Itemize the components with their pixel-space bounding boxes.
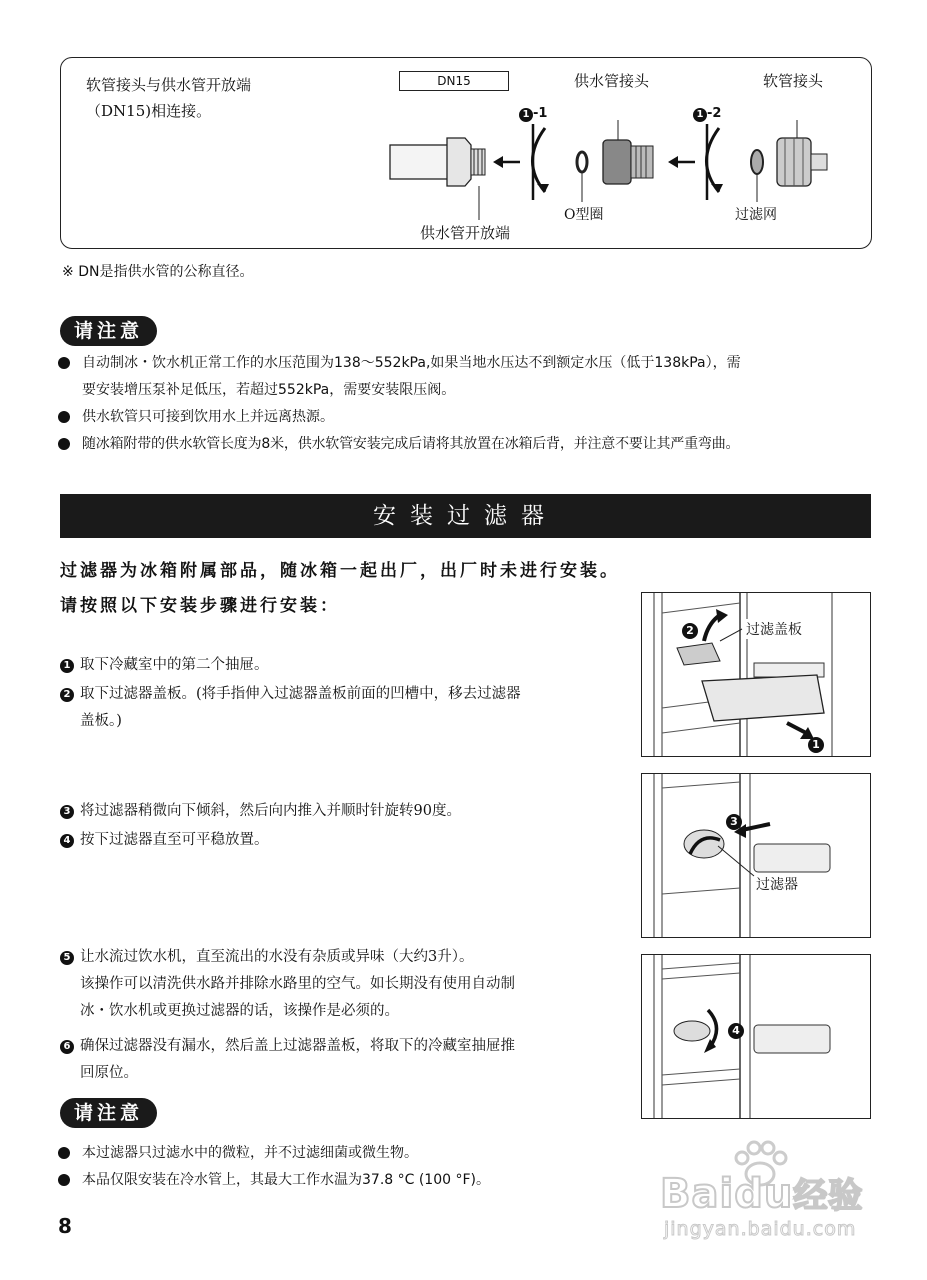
notice-2-item: 本品仅限安装在冷水管上，其最大工作水温为37.8 °C (100 °F)。 [58, 1167, 658, 1194]
step-5: 5 让水流过饮水机，直至流出的水没有杂质或异味（大约3升）。 该操作可以清洗供水路并排除水路里的空气。如长期没有使用自动制 冰・饮水机或更换过滤器的话，该操作是必须的。 [60, 944, 515, 1025]
footnote [62, 261, 253, 281]
step-6: 6 确保过滤器没有漏水，然后盖上过滤器盖板，将取下的冷藏室抽屉推 回原位。 [60, 1033, 515, 1087]
figure-1-drawing [642, 593, 870, 756]
filter-cover-label: 过滤盖板 [746, 619, 802, 639]
notice-2-item: 本过滤器只过滤水中的微粒，并不过滤细菌或微生物。 [58, 1140, 658, 1167]
footnote-text: DN是指供水管的公称直径。 [78, 264, 254, 280]
supply-fitting-part [603, 120, 653, 184]
hose-fitting-part [777, 120, 827, 186]
bullet-dot [58, 357, 70, 369]
figure-3-drawing [642, 955, 870, 1118]
o-ring-part [577, 152, 587, 172]
notice-1-item: 要安装增压泵补足低压，若超过552kPa，需要安装限压阀。 [82, 382, 456, 398]
notice-1-title: 请注意 [60, 316, 157, 346]
step-4-num: 4 [60, 834, 74, 848]
dn-label: DN15 [399, 71, 509, 91]
section-lead-2: 请按照以下安装步骤进行安装： [60, 596, 340, 616]
notice-1-item: 供水软管只可接到饮用水上并远离热源。 [58, 404, 888, 431]
fig3-step4-num: 4 [728, 1023, 744, 1039]
filter-mesh-label: 过滤网 [735, 207, 777, 223]
notice-2-list [58, 1140, 658, 1194]
step-1-num: 1 [60, 659, 74, 673]
fig2-step3-num: 3 [726, 814, 742, 830]
baidu-watermark [660, 1140, 890, 1250]
bullet-dot [58, 438, 70, 450]
step-3: 3 将过滤器稍微向下倾斜，然后向内推入并顺时针旋转90度。 [60, 798, 461, 825]
rotate-arrow-1 [533, 124, 550, 200]
filter-mesh-part [751, 150, 763, 174]
o-ring-label: O型圈 [564, 207, 604, 223]
connect-note-line2: （DN15)相连接。 [86, 102, 212, 120]
step2-num: 1 [693, 108, 707, 122]
notice-1-item: 随冰箱附带的供水软管长度为8米，供水软管安装完成后请将其放置在冰箱后背，并注意不要让其严重弯曲。 [58, 431, 888, 458]
supply-fitting-label: 供水管接头 [574, 72, 650, 90]
rotate-arrow-2 [707, 124, 724, 200]
connect-note [86, 72, 251, 124]
hose-fitting-label: 软管接头 [763, 72, 824, 90]
step2-suffix: -2 [707, 106, 722, 121]
page-number: 8 [58, 1214, 72, 1238]
watermark-url: jingyan.baidu.com [664, 1218, 857, 1240]
figure-insert-filter [641, 773, 871, 938]
watermark-brand: Baidu经验 [660, 1171, 864, 1217]
filter-label: 过滤器 [756, 874, 798, 894]
figure-2-drawing [642, 774, 870, 937]
step-2-num: 2 [60, 688, 74, 702]
fig1-step2-num: 2 [682, 623, 698, 639]
bullet-dot [58, 1147, 70, 1159]
figure-remove-drawer [641, 592, 871, 757]
notice-2-title: 请注意 [60, 1098, 157, 1128]
supply-pipe [390, 138, 485, 220]
bullet-dot [58, 1174, 70, 1186]
pipe-assembly-drawing [385, 120, 845, 225]
arrow-left-2 [668, 156, 695, 168]
arrow-left-1 [493, 156, 520, 168]
fig1-step1-num: 1 [808, 737, 824, 753]
section-lead-1: 过滤器为冰箱附属部品，随冰箱一起出厂，出厂时未进行安装。 [60, 561, 620, 581]
step-5-num: 5 [60, 951, 74, 965]
step1-suffix: -1 [533, 106, 548, 121]
step-6-num: 6 [60, 1040, 74, 1054]
step-4: 4 按下过滤器直至可平稳放置。 [60, 827, 269, 854]
figure-press-filter [641, 954, 871, 1119]
connect-note-line1: 软管接头与供水管开放端 [86, 76, 252, 94]
step-3-num: 3 [60, 805, 74, 819]
bullet-dot [58, 411, 70, 423]
notice-1-list [58, 350, 888, 458]
notice-1-item: 自动制冰・饮水机正常工作的水压范围为138～552kPa,如果当地水压达不到额定水压（低于138kPa），需 [58, 350, 888, 377]
step1-num: 1 [519, 108, 533, 122]
footnote-symbol: ※ [62, 264, 74, 280]
open-end-label: 供水管开放端 [420, 224, 511, 242]
step-2: 2 取下过滤器盖板。(将手指伸入过滤器盖板前面的凹槽中，移去过滤器 盖板。) [60, 681, 521, 735]
step-1: 1 取下冷藏室中的第二个抽屉。 [60, 652, 269, 679]
section-banner: 安装过滤器 [60, 494, 871, 538]
